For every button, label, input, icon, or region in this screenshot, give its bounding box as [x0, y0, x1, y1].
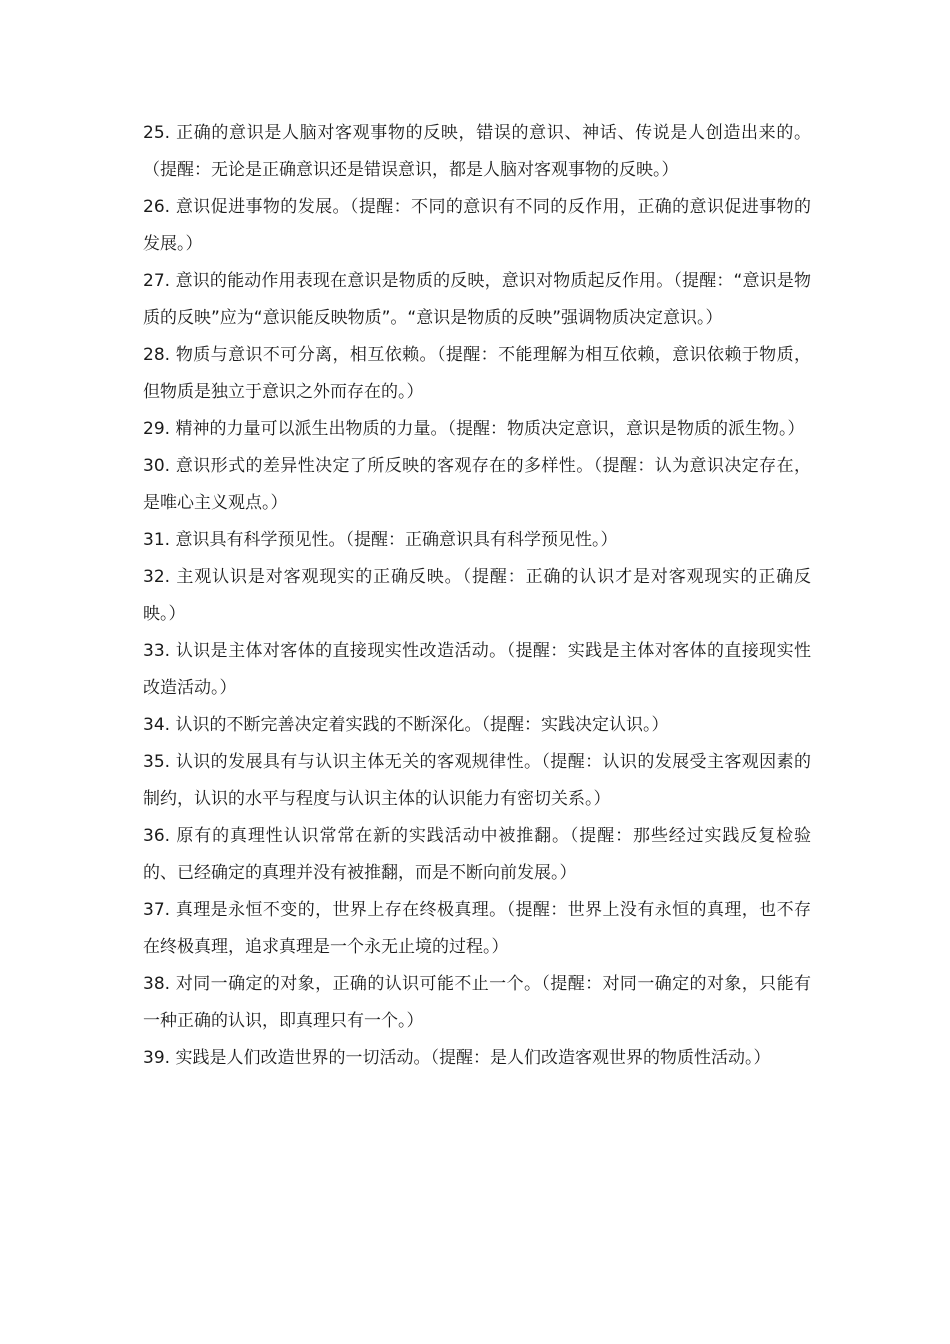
list-item-30: 30. 意识形式的差异性决定了所反映的客观存在的多样性。（提醒：认为意识决定存在，是唯心主义观点。） [143, 456, 811, 513]
list-item-39: 39. 实践是人们改造世界的一切活动。（提醒：是人们改造客观世界的物质性活动。） [143, 1048, 771, 1068]
list-item-37: 37. 真理是永恒不变的，世界上存在终极真理。（提醒：世界上没有永恒的真理，也不存在终极真理，追求真理是一个永无止境的过程。） [143, 900, 811, 957]
list-item-26: 26. 意识促进事物的发展。（提醒：不同的意识有不同的反作用，正确的意识促进事物的发展。） [143, 197, 811, 254]
list-item-25: 25. 正确的意识是人脑对客观事物的反映，错误的意识、神话、传说是人创造出来的。（提醒：无论是正确意识还是错误意识，都是人脑对客观事物的反映。） [143, 123, 811, 180]
list-item-34: 34. 认识的不断完善决定着实践的不断深化。（提醒：实践决定认识。） [143, 715, 669, 735]
list-item-38: 38. 对同一确定的对象，正确的认识可能不止一个。（提醒：对同一确定的对象，只能有一种正确的认识，即真理只有一个。） [143, 974, 811, 1031]
list-item-29: 29. 精神的力量可以派生出物质的力量。（提醒：物质决定意识，意识是物质的派生物。） [143, 419, 805, 439]
list-item-28: 28. 物质与意识不可分离，相互依赖。（提醒：不能理解为相互依赖，意识依赖于物质，但物质是独立于意识之外而存在的。） [143, 345, 811, 402]
document-body [143, 115, 811, 1077]
list-item-32: 32. 主观认识是对客观现实的正确反映。（提醒：正确的认识才是对客观现实的正确反映。） [143, 567, 811, 624]
list-item-31: 31. 意识具有科学预见性。（提醒：正确意识具有科学预见性。） [143, 530, 618, 550]
list-item-33: 33. 认识是主体对客体的直接现实性改造活动。（提醒：实践是主体对客体的直接现实性改造活动。） [143, 641, 811, 698]
list-item-27: 27. 意识的能动作用表现在意识是物质的反映，意识对物质起反作用。（提醒：“意识是物质的反映”应为“意识能反映物质”。“意识是物质的反映”强调物质决定意识。） [143, 271, 811, 328]
list-item-35: 35. 认识的发展具有与认识主体无关的客观规律性。（提醒：认识的发展受主客观因素的制约，认识的水平与程度与认识主体的认识能力有密切关系。） [143, 752, 811, 809]
list-item-36: 36. 原有的真理性认识常常在新的实践活动中被推翻。（提醒：那些经过实践反复检验的、已经确定的真理并没有被推翻，而是不断向前发展。） [143, 826, 811, 883]
